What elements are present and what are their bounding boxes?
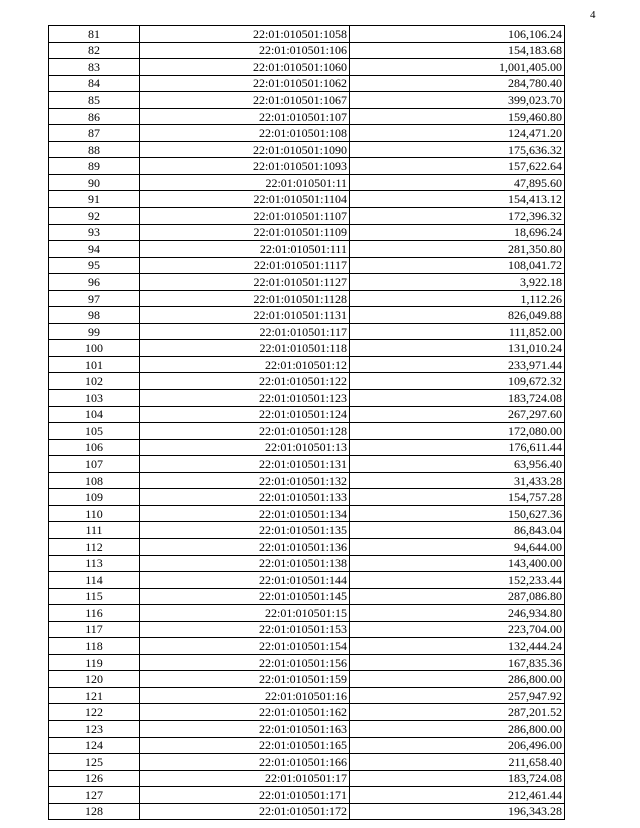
table-row xyxy=(49,59,565,76)
row-number-cell: 122 xyxy=(49,704,140,721)
table-row xyxy=(49,720,565,737)
row-number-cell: 91 xyxy=(49,191,140,208)
value-cell: 211,658.40 xyxy=(350,754,565,771)
value-cell: 108,041.72 xyxy=(350,257,565,274)
value-cell: 183,724.08 xyxy=(350,390,565,407)
cadastral-number-cell: 22:01:010501:1067 xyxy=(140,92,350,109)
row-number-cell: 95 xyxy=(49,257,140,274)
table-body xyxy=(49,26,565,820)
row-number-cell: 113 xyxy=(49,555,140,572)
table-row xyxy=(49,108,565,125)
row-number-cell: 84 xyxy=(49,75,140,92)
cadastral-number-cell: 22:01:010501:107 xyxy=(140,108,350,125)
cadastral-number-cell: 22:01:010501:153 xyxy=(140,621,350,638)
row-number-cell: 115 xyxy=(49,588,140,605)
row-number-cell: 123 xyxy=(49,720,140,737)
value-cell: 172,080.00 xyxy=(350,423,565,440)
table-row xyxy=(49,472,565,489)
table-row xyxy=(49,538,565,555)
value-cell: 257,947.92 xyxy=(350,687,565,704)
value-cell: 18,696.24 xyxy=(350,224,565,241)
value-cell: 287,086.80 xyxy=(350,588,565,605)
cadastral-number-cell: 22:01:010501:131 xyxy=(140,456,350,473)
cadastral-number-cell: 22:01:010501:1090 xyxy=(140,141,350,158)
value-cell: 124,471.20 xyxy=(350,125,565,142)
row-number-cell: 120 xyxy=(49,671,140,688)
value-cell: 31,433.28 xyxy=(350,472,565,489)
table-row xyxy=(49,737,565,754)
table-row xyxy=(49,307,565,324)
row-number-cell: 85 xyxy=(49,92,140,109)
table-row xyxy=(49,191,565,208)
row-number-cell: 107 xyxy=(49,456,140,473)
cadastral-value-table xyxy=(48,25,565,820)
value-cell: 267,297.60 xyxy=(350,406,565,423)
value-cell: 223,704.00 xyxy=(350,621,565,638)
cadastral-number-cell: 22:01:010501:138 xyxy=(140,555,350,572)
value-cell: 1,112.26 xyxy=(350,290,565,307)
value-cell: 212,461.44 xyxy=(350,787,565,804)
table-row xyxy=(49,770,565,787)
table-row xyxy=(49,522,565,539)
row-number-cell: 111 xyxy=(49,522,140,539)
table-row xyxy=(49,208,565,225)
cadastral-number-cell: 22:01:010501:111 xyxy=(140,241,350,258)
cadastral-number-cell: 22:01:010501:123 xyxy=(140,390,350,407)
cadastral-number-cell: 22:01:010501:135 xyxy=(140,522,350,539)
cadastral-number-cell: 22:01:010501:166 xyxy=(140,754,350,771)
cadastral-number-cell: 22:01:010501:144 xyxy=(140,572,350,589)
row-number-cell: 97 xyxy=(49,290,140,307)
row-number-cell: 98 xyxy=(49,307,140,324)
table-row xyxy=(49,241,565,258)
cadastral-number-cell: 22:01:010501:108 xyxy=(140,125,350,142)
value-cell: 111,852.00 xyxy=(350,323,565,340)
cadastral-number-cell: 22:01:010501:106 xyxy=(140,42,350,59)
row-number-cell: 87 xyxy=(49,125,140,142)
row-number-cell: 126 xyxy=(49,770,140,787)
row-number-cell: 102 xyxy=(49,373,140,390)
row-number-cell: 128 xyxy=(49,803,140,820)
cadastral-number-cell: 22:01:010501:171 xyxy=(140,787,350,804)
value-cell: 154,757.28 xyxy=(350,489,565,506)
table-row xyxy=(49,588,565,605)
table-row xyxy=(49,290,565,307)
row-number-cell: 127 xyxy=(49,787,140,804)
cadastral-number-cell: 22:01:010501:154 xyxy=(140,638,350,655)
cadastral-number-cell: 22:01:010501:1093 xyxy=(140,158,350,175)
cadastral-number-cell: 22:01:010501:159 xyxy=(140,671,350,688)
table-row xyxy=(49,356,565,373)
value-cell: 157,622.64 xyxy=(350,158,565,175)
cadastral-number-cell: 22:01:010501:1117 xyxy=(140,257,350,274)
cadastral-number-cell: 22:01:010501:1062 xyxy=(140,75,350,92)
value-cell: 284,780.40 xyxy=(350,75,565,92)
cadastral-number-cell: 22:01:010501:1060 xyxy=(140,59,350,76)
cadastral-number-cell: 22:01:010501:16 xyxy=(140,687,350,704)
row-number-cell: 90 xyxy=(49,174,140,191)
value-cell: 286,800.00 xyxy=(350,720,565,737)
row-number-cell: 96 xyxy=(49,274,140,291)
value-cell: 154,183.68 xyxy=(350,42,565,59)
row-number-cell: 88 xyxy=(49,141,140,158)
cadastral-number-cell: 22:01:010501:1127 xyxy=(140,274,350,291)
value-cell: 154,413.12 xyxy=(350,191,565,208)
cadastral-number-cell: 22:01:010501:15 xyxy=(140,605,350,622)
table-row xyxy=(49,704,565,721)
table-row xyxy=(49,174,565,191)
value-cell: 287,201.52 xyxy=(350,704,565,721)
value-cell: 206,496.00 xyxy=(350,737,565,754)
table-row xyxy=(49,671,565,688)
table-row xyxy=(49,26,565,43)
table-row xyxy=(49,158,565,175)
table-row xyxy=(49,555,565,572)
value-cell: 94,644.00 xyxy=(350,538,565,555)
value-cell: 176,611.44 xyxy=(350,439,565,456)
row-number-cell: 105 xyxy=(49,423,140,440)
cadastral-number-cell: 22:01:010501:156 xyxy=(140,654,350,671)
table-row xyxy=(49,406,565,423)
cadastral-number-cell: 22:01:010501:12 xyxy=(140,356,350,373)
cadastral-number-cell: 22:01:010501:1131 xyxy=(140,307,350,324)
value-cell: 183,724.08 xyxy=(350,770,565,787)
value-cell: 143,400.00 xyxy=(350,555,565,572)
cadastral-number-cell: 22:01:010501:117 xyxy=(140,323,350,340)
table-row xyxy=(49,423,565,440)
row-number-cell: 100 xyxy=(49,340,140,357)
value-cell: 159,460.80 xyxy=(350,108,565,125)
table-row xyxy=(49,92,565,109)
page-number: 4 xyxy=(590,9,596,21)
row-number-cell: 116 xyxy=(49,605,140,622)
value-cell: 3,922.18 xyxy=(350,274,565,291)
table-row xyxy=(49,654,565,671)
cadastral-number-cell: 22:01:010501:145 xyxy=(140,588,350,605)
table-row xyxy=(49,505,565,522)
row-number-cell: 121 xyxy=(49,687,140,704)
row-number-cell: 104 xyxy=(49,406,140,423)
value-cell: 106,106.24 xyxy=(350,26,565,43)
cadastral-number-cell: 22:01:010501:132 xyxy=(140,472,350,489)
table-row xyxy=(49,42,565,59)
table-row xyxy=(49,125,565,142)
row-number-cell: 101 xyxy=(49,356,140,373)
table-row xyxy=(49,803,565,820)
table-row xyxy=(49,439,565,456)
cadastral-number-cell: 22:01:010501:1104 xyxy=(140,191,350,208)
table-row xyxy=(49,141,565,158)
value-cell: 172,396.32 xyxy=(350,208,565,225)
value-cell: 175,636.32 xyxy=(350,141,565,158)
cadastral-number-cell: 22:01:010501:134 xyxy=(140,505,350,522)
cadastral-number-cell: 22:01:010501:122 xyxy=(140,373,350,390)
value-cell: 132,444.24 xyxy=(350,638,565,655)
table-row xyxy=(49,687,565,704)
table-row xyxy=(49,605,565,622)
value-cell: 286,800.00 xyxy=(350,671,565,688)
row-number-cell: 81 xyxy=(49,26,140,43)
value-cell: 63,956.40 xyxy=(350,456,565,473)
table-row xyxy=(49,323,565,340)
table-row xyxy=(49,274,565,291)
table-row xyxy=(49,638,565,655)
row-number-cell: 118 xyxy=(49,638,140,655)
cadastral-number-cell: 22:01:010501:1128 xyxy=(140,290,350,307)
cadastral-number-cell: 22:01:010501:133 xyxy=(140,489,350,506)
value-cell: 150,627.36 xyxy=(350,505,565,522)
value-cell: 86,843.04 xyxy=(350,522,565,539)
row-number-cell: 109 xyxy=(49,489,140,506)
cadastral-number-cell: 22:01:010501:128 xyxy=(140,423,350,440)
table-row xyxy=(49,754,565,771)
table-row xyxy=(49,572,565,589)
value-cell: 131,010.24 xyxy=(350,340,565,357)
cadastral-number-cell: 22:01:010501:1107 xyxy=(140,208,350,225)
row-number-cell: 99 xyxy=(49,323,140,340)
value-cell: 826,049.88 xyxy=(350,307,565,324)
table-row xyxy=(49,373,565,390)
row-number-cell: 124 xyxy=(49,737,140,754)
row-number-cell: 92 xyxy=(49,208,140,225)
row-number-cell: 94 xyxy=(49,241,140,258)
cadastral-number-cell: 22:01:010501:124 xyxy=(140,406,350,423)
cadastral-number-cell: 22:01:010501:162 xyxy=(140,704,350,721)
row-number-cell: 86 xyxy=(49,108,140,125)
cadastral-number-cell: 22:01:010501:172 xyxy=(140,803,350,820)
value-cell: 196,343.28 xyxy=(350,803,565,820)
cadastral-number-cell: 22:01:010501:13 xyxy=(140,439,350,456)
row-number-cell: 108 xyxy=(49,472,140,489)
table-row xyxy=(49,75,565,92)
row-number-cell: 112 xyxy=(49,538,140,555)
table-row xyxy=(49,257,565,274)
value-cell: 47,895.60 xyxy=(350,174,565,191)
row-number-cell: 93 xyxy=(49,224,140,241)
row-number-cell: 125 xyxy=(49,754,140,771)
row-number-cell: 110 xyxy=(49,505,140,522)
table-row xyxy=(49,489,565,506)
value-cell: 281,350.80 xyxy=(350,241,565,258)
cadastral-number-cell: 22:01:010501:136 xyxy=(140,538,350,555)
row-number-cell: 117 xyxy=(49,621,140,638)
value-cell: 399,023.70 xyxy=(350,92,565,109)
value-cell: 233,971.44 xyxy=(350,356,565,373)
value-cell: 246,934.80 xyxy=(350,605,565,622)
table-row xyxy=(49,621,565,638)
table-row xyxy=(49,787,565,804)
row-number-cell: 82 xyxy=(49,42,140,59)
value-cell: 152,233.44 xyxy=(350,572,565,589)
table-row xyxy=(49,340,565,357)
row-number-cell: 119 xyxy=(49,654,140,671)
table-row xyxy=(49,224,565,241)
value-cell: 167,835.36 xyxy=(350,654,565,671)
cadastral-number-cell: 22:01:010501:118 xyxy=(140,340,350,357)
row-number-cell: 114 xyxy=(49,572,140,589)
cadastral-number-cell: 22:01:010501:1109 xyxy=(140,224,350,241)
row-number-cell: 83 xyxy=(49,59,140,76)
row-number-cell: 106 xyxy=(49,439,140,456)
cadastral-number-cell: 22:01:010501:165 xyxy=(140,737,350,754)
row-number-cell: 103 xyxy=(49,390,140,407)
cadastral-number-cell: 22:01:010501:17 xyxy=(140,770,350,787)
cadastral-number-cell: 22:01:010501:163 xyxy=(140,720,350,737)
table-row xyxy=(49,456,565,473)
cadastral-number-cell: 22:01:010501:11 xyxy=(140,174,350,191)
cadastral-number-cell: 22:01:010501:1058 xyxy=(140,26,350,43)
table-row xyxy=(49,390,565,407)
value-cell: 1,001,405.00 xyxy=(350,59,565,76)
value-cell: 109,672.32 xyxy=(350,373,565,390)
row-number-cell: 89 xyxy=(49,158,140,175)
